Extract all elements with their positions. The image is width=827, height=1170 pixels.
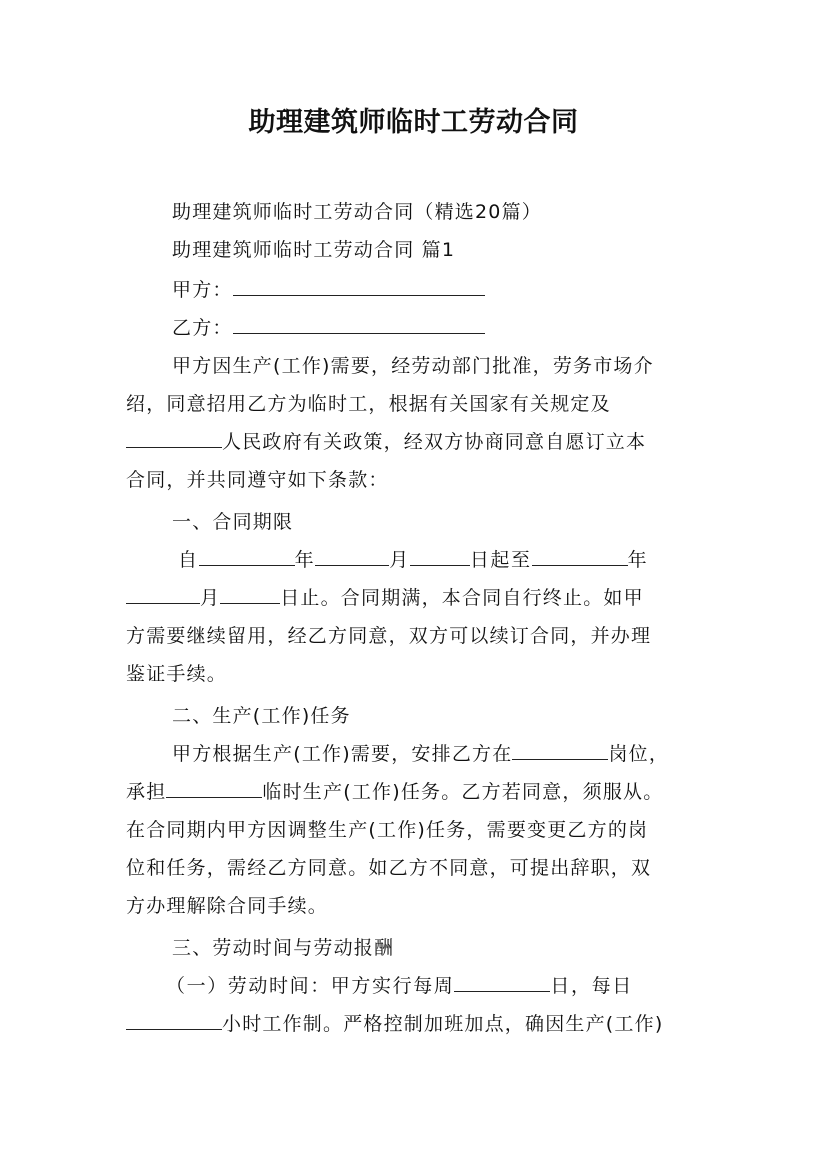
term-line-4: 鉴证手续。 <box>126 663 228 685</box>
party-a-line <box>172 276 712 304</box>
heading-production-task: 二、生产(工作)任务 <box>172 705 351 727</box>
task-line-2-b: 临时生产(工作)任务。乙方若同意，须服从。 <box>262 781 664 803</box>
task-line-2 <box>126 778 706 806</box>
end-month-blank <box>126 585 200 604</box>
term-year-2: 年 <box>627 549 649 571</box>
hours-line-1 <box>166 972 706 1000</box>
term-month-2: 月 <box>200 587 221 609</box>
hours-line-2 <box>126 1010 706 1038</box>
intro-line-4: 合同，并共同遵守如下条款： <box>126 469 389 491</box>
term-month: 月 <box>389 549 410 571</box>
section-heading: 助理建筑师临时工劳动合同 篇1 <box>172 239 456 261</box>
heading-hours-pay: 三、劳动时间与劳动报酬 <box>172 937 395 959</box>
party-a-label: 甲方： <box>172 279 233 301</box>
task-line-2-a: 承担 <box>126 781 167 803</box>
intro-line-3 <box>126 428 706 456</box>
document-title: 助理建筑师临时工劳动合同 <box>248 107 579 138</box>
hours-line-1-a: （一）劳动时间：甲方实行每周 <box>166 975 455 997</box>
term-day-from: 日起至 <box>469 549 532 571</box>
days-per-week-blank <box>454 973 550 992</box>
intro-line-2: 绍，同意招用乙方为临时工，根据有关国家有关规定及 <box>126 393 611 415</box>
term-tail: 日止。合同期满，本合同自行终止。如甲 <box>280 587 644 609</box>
intro-line-1: 甲方因生产(工作)需要，经劳动部门批准，劳务市场介 <box>172 355 654 377</box>
task-line-1-a: 甲方根据生产(工作)需要，安排乙方在 <box>172 743 513 765</box>
task-line-5: 方办理解除合同手续。 <box>126 895 329 917</box>
party-a-blank <box>233 277 485 296</box>
end-year-blank <box>532 547 628 566</box>
end-day-blank <box>220 585 280 604</box>
hours-line-2-text: 小时工作制。严格控制加班加点，确因生产(工作) <box>222 1013 664 1035</box>
task-line-1-b: 岗位， <box>608 743 670 765</box>
term-line-1 <box>178 546 718 574</box>
term-from: 自 <box>178 549 199 571</box>
intro-line-3-text: 人民政府有关政策，经双方协商同意自愿订立本 <box>222 431 647 453</box>
party-b-label: 乙方： <box>172 317 233 339</box>
party-b-blank <box>233 315 485 334</box>
task-line-3: 在合同期内甲方因调整生产(工作)任务，需要变更乙方的岗 <box>126 819 649 841</box>
hours-per-day-blank <box>126 1011 222 1030</box>
hours-line-1-b: 日，每日 <box>550 975 633 997</box>
task-blank <box>166 779 262 798</box>
task-line-4: 位和任务，需经乙方同意。如乙方不同意，可提出辞职，双 <box>126 857 652 879</box>
party-b-line <box>172 314 712 342</box>
government-blank <box>126 429 222 448</box>
task-line-1 <box>172 740 712 768</box>
start-year-blank <box>199 547 295 566</box>
start-day-blank <box>410 547 470 566</box>
post-blank <box>512 741 608 760</box>
term-line-3: 方需要继续留用，经乙方同意，双方可以续订合同，并办理 <box>126 625 652 647</box>
start-month-blank <box>315 547 389 566</box>
term-line-2 <box>126 584 706 612</box>
term-year: 年 <box>294 549 316 571</box>
subtitle: 助理建筑师临时工劳动合同（精选20篇） <box>172 201 542 223</box>
heading-contract-term: 一、合同期限 <box>172 511 294 533</box>
